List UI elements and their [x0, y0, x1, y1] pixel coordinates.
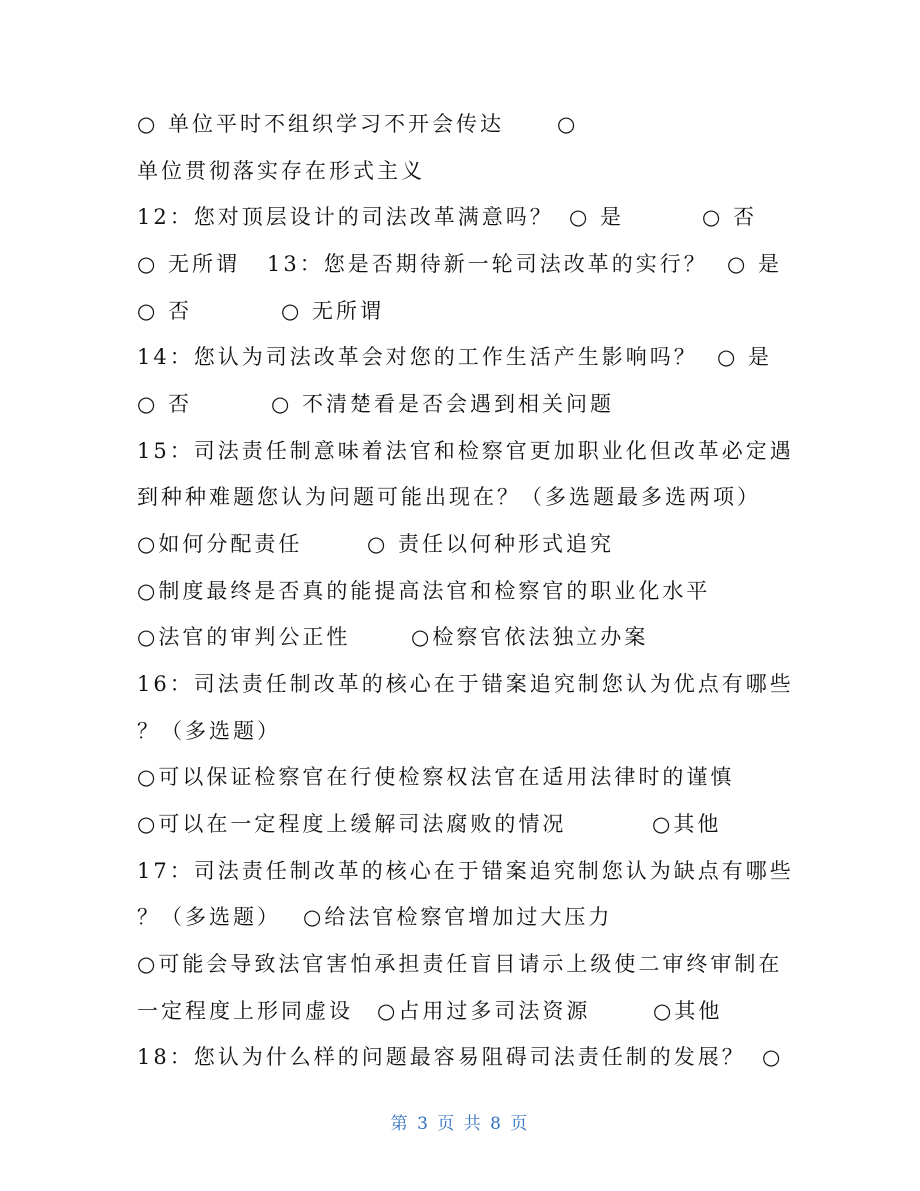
question-text: 单位贯彻落实存在形式主义	[137, 159, 425, 183]
option-radio[interactable]: ○ 是	[569, 205, 624, 229]
option-radio[interactable]: ○如何分配责任	[137, 532, 303, 556]
option-radio[interactable]: ○ 是	[717, 345, 772, 369]
question-text: 18：您认为什么样的问题最容易阻碍司法责任制的发展？	[137, 1045, 746, 1069]
question-text: 17：司法责任制改革的核心在于错案追究制您认为缺点有哪些	[137, 859, 794, 883]
option-radio[interactable]: ○可能会导致法官害怕承担责任盲目请示上级使二审终审制在	[137, 952, 783, 976]
question-text: ？（多选题）	[137, 719, 281, 743]
option-radio[interactable]: ○ 单位平时不组织学习不开会传达	[137, 112, 504, 136]
option-radio[interactable]: ○给法官检察官增加过大压力	[303, 905, 613, 929]
option-radio[interactable]: ○	[557, 112, 579, 136]
option-radio[interactable]: ○检察官依法独立办案	[411, 625, 649, 649]
option-radio[interactable]: ○其他	[652, 812, 722, 836]
question-text: 15：司法责任制意味着法官和检察官更加职业化但改革必定遇	[137, 439, 794, 463]
question-text: 16：司法责任制改革的核心在于错案追究制您认为优点有哪些	[137, 672, 794, 696]
option-radio[interactable]: ○法官的审判公正性	[137, 625, 351, 649]
option-radio[interactable]: ○	[762, 1045, 784, 1069]
option-radio[interactable]: ○占用过多司法资源	[377, 999, 591, 1023]
option-radio[interactable]: ○ 否	[702, 205, 757, 229]
option-radio[interactable]: ○ 无所谓	[137, 252, 240, 276]
text-line	[137, 714, 281, 748]
question-text: 14：您认为司法改革会对您的工作生活产生影响吗？	[137, 345, 698, 369]
page-footer: 第 3 页 共 8 页	[390, 1114, 530, 1134]
text-line	[137, 154, 425, 188]
text-line	[137, 667, 794, 701]
text-line	[137, 434, 794, 468]
option-radio[interactable]: ○制度最终是否真的能提高法官和检察官的职业化水平	[137, 579, 711, 603]
option-radio[interactable]: ○ 是	[727, 252, 782, 276]
option-radio[interactable]: ○ 否	[137, 299, 192, 323]
text-line	[137, 947, 782, 981]
text-line	[137, 574, 710, 608]
text-line	[137, 854, 794, 888]
text-line	[137, 760, 734, 794]
option-radio[interactable]: ○可以保证检察官在行使检察权法官在适用法律时的谨慎	[137, 765, 735, 789]
question-text: 到种种难题您认为问题可能出现在？（多选题最多选两项）	[137, 485, 761, 509]
option-radio[interactable]: ○ 否	[137, 392, 192, 416]
option-radio[interactable]: ○ 不清楚看是否会遇到相关问题	[271, 392, 614, 416]
option-radio[interactable]: ○其他	[653, 999, 723, 1023]
option-radio[interactable]: ○ 责任以何种形式追究	[367, 532, 614, 556]
option-radio[interactable]: ○ 无所谓	[281, 299, 384, 323]
question-text: 13：您是否期待新一轮司法改革的实行？	[267, 252, 708, 276]
question-text: ？（多选题）	[137, 905, 281, 929]
option-radio[interactable]: ○可以在一定程度上缓解司法腐败的情况	[137, 812, 567, 836]
question-text: 12：您对顶层设计的司法改革满意吗？	[137, 205, 554, 229]
text-line	[137, 480, 761, 514]
question-text: 一定程度上形同虚设	[137, 999, 353, 1023]
